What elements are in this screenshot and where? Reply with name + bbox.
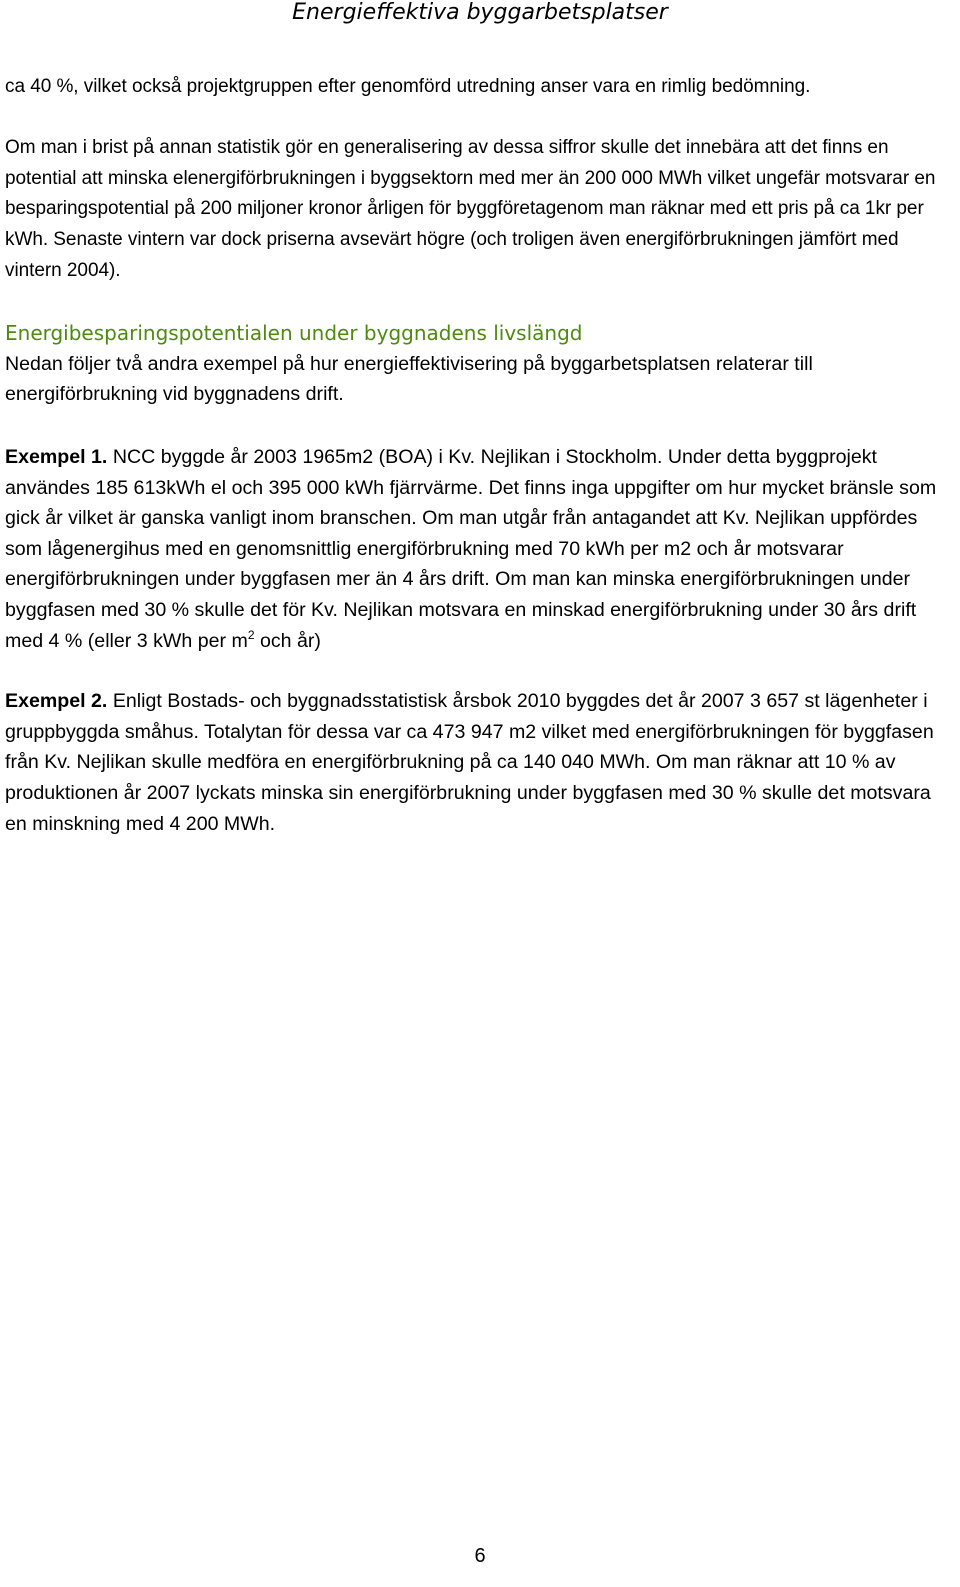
example-1 bbox=[5, 442, 953, 656]
section-heading: Energibesparingspotentialen under byggnadens livslängd bbox=[5, 320, 583, 345]
page-number: 6 bbox=[474, 1545, 486, 1567]
example-1-label: Exempel 1. bbox=[5, 445, 108, 468]
example-1-text: NCC byggde år 2003 1965m2 (BOA) i Kv. Nejlikan i Stockholm. Under detta byggprojekt användes 185 613kWh el och 395 000 kWh fjärrvärme. Det finns inga uppgifter om hur mycket bränsle som gick år vilket är ganska vanligt inom branschen. Om man utgår från antagandet att Kv. Nejlikan uppfördes som lågenergihus med en genomsnittlig energiförbrukning med 70 kWh per m2 och år motsvarar energiförbrukningen under byggfasen mer än 4 års drift. Om man kan minska energiförbrukningen under byggfasen med 30 % skulle det för Kv. Nejlikan motsvara en minskad energiförbrukning under 30 års drift med 4 % (eller 3 kWh per m bbox=[5, 445, 937, 652]
example-2-label: Exempel 2. bbox=[5, 690, 108, 713]
section-intro: Nedan följer två andra exempel på hur energieffektivisering på byggarbetsplatsen relaterar till energiförbrukning vid byggnadens drift. bbox=[5, 352, 813, 406]
example-1-tail: och år) bbox=[254, 629, 321, 652]
paragraph-potential: Om man i brist på annan statistik gör en generalisering av dessa siffror skulle det innebära att det finns en potential att minska elenergiförbrukningen i byggsektorn med mer än 200 000 MWh vilket ungefär motsvarar en besparingspotential på 200 miljoner kronor årligen för byggföretagenom man räknar med ett pris på ca 1kr per kWh. Senaste vintern var dock priserna avsevärt högre (och troligen även energiförbrukningen jämfört med vintern 2004). bbox=[5, 136, 936, 281]
page-content bbox=[5, 72, 953, 839]
example-2 bbox=[5, 686, 953, 839]
paragraph-continuation: ca 40 %, vilket också projektgruppen efter genomförd utredning anser vara en rimlig bedömning. bbox=[5, 76, 811, 97]
example-2-text: Enligt Bostads- och byggnadsstatistisk årsbok 2010 byggdes det år 2007 3 657 st lägenheter i gruppbyggda småhus. Totalytan för dessa var ca 473 947 m2 vilket med energiförbrukningen för byggfasen från Kv. Nejlikan skulle medföra en energiförbrukning på ca 140 040 MWh. Om man räknar att 10 % av produktionen år 2007 lyckats minska sin energiförbrukning under byggfasen med 30 % skulle det motsvara en minskning med 4 200 MWh. bbox=[5, 690, 934, 835]
page-header: Energieffektiva byggarbetsplatser bbox=[292, 0, 668, 25]
example-1-superscript: 2 bbox=[247, 627, 255, 642]
